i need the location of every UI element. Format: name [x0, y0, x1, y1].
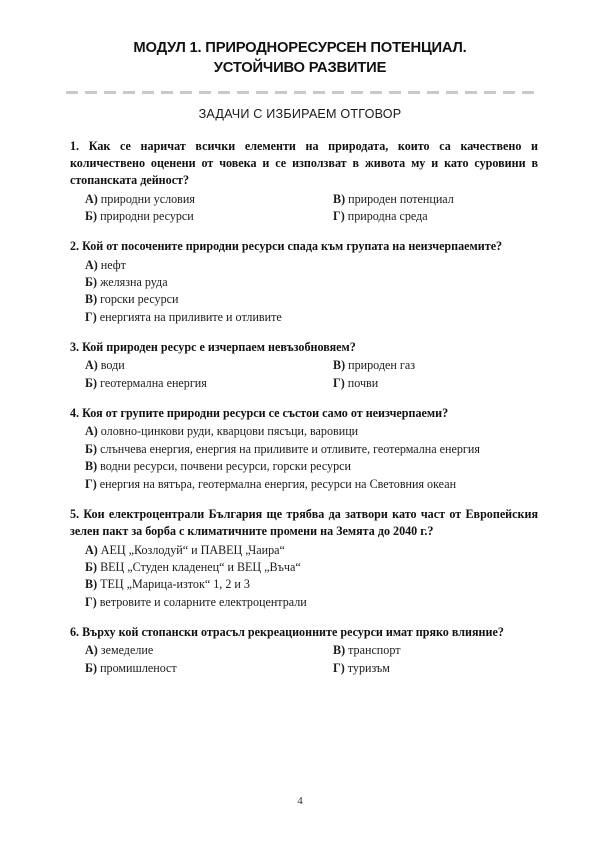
answer-option-letter: А): [85, 643, 98, 658]
answer-option-letter: Г): [333, 209, 345, 224]
answer-option[interactable]: [85, 441, 538, 458]
answer-option[interactable]: [333, 660, 538, 677]
answer-option[interactable]: [85, 309, 538, 326]
question-block: [70, 405, 538, 493]
answer-option[interactable]: [85, 191, 333, 208]
question-stem: 6. Върху кой стопански отрасъл рекреационните ресурси имат пряко влияние?: [70, 625, 504, 640]
answer-options: [70, 542, 538, 612]
answer-option[interactable]: [85, 576, 538, 593]
answer-option-text: енергия на вятъра, геотермална енергия, ресурси на Световния океан: [99, 476, 457, 491]
answer-options: [70, 191, 538, 226]
question-block: [70, 339, 538, 392]
answer-option-text: геотермална енергия: [100, 375, 207, 390]
answer-option-letter: Г): [85, 309, 97, 324]
answer-options: [70, 357, 538, 392]
answer-option-letter: А): [85, 542, 98, 557]
answer-option-letter: А): [85, 191, 98, 206]
answer-option-letter: В): [333, 358, 346, 373]
page-title-line-2: УСТОЙЧИВО РАЗВИТИЕ: [213, 59, 387, 76]
answer-option-text: горски ресурси: [100, 292, 179, 307]
answer-option-text: ВЕЦ „Студен кладенец“ и ВЕЦ „Въча“: [100, 559, 301, 574]
answer-option-text: води: [100, 358, 125, 373]
answer-option[interactable]: [85, 375, 333, 392]
answer-option-letter: А): [85, 358, 98, 373]
answer-option-text: слънчева енергия, енергия на приливите и отливите, геотермална енергия: [100, 441, 480, 456]
answer-option[interactable]: [85, 660, 333, 677]
answer-option-text: желязна руда: [100, 275, 168, 290]
answer-option-text: водни ресурси, почвени ресурси, горски ресурси: [100, 459, 351, 474]
answer-option-letter: Г): [333, 660, 345, 675]
answer-option-letter: Б): [85, 660, 98, 675]
answer-option[interactable]: [85, 357, 333, 374]
answer-option-text: АЕЦ „Козлодуй“ и ПАВЕЦ „Чаира“: [100, 542, 285, 557]
answer-option[interactable]: [85, 423, 538, 440]
answer-option-text: почви: [347, 375, 379, 390]
answer-option-text: ТЕЦ „Марица-изток“ 1, 2 и 3: [100, 577, 250, 592]
question-block: [70, 624, 538, 677]
answer-options: [70, 423, 538, 493]
answer-option-letter: А): [85, 257, 98, 272]
answer-option[interactable]: [333, 357, 538, 374]
question-stem: 2. Кой от посочените природни ресурси спада към групата на неизчерпаемите?: [70, 239, 503, 254]
question-stem: 4. Коя от групите природни ресурси се състои само от неизчерпаеми?: [70, 406, 449, 421]
answer-option-letter: В): [85, 292, 98, 307]
questions-list: [0, 122, 600, 677]
answer-option-text: туризъм: [347, 660, 390, 675]
answer-options: [70, 642, 538, 677]
answer-option[interactable]: [333, 191, 538, 208]
question-block: [70, 506, 538, 611]
answer-option-text: промишленост: [100, 660, 177, 675]
answer-options: [70, 257, 538, 327]
question-block: [70, 238, 538, 326]
answer-option-letter: В): [85, 459, 98, 474]
answer-option-letter: Г): [85, 594, 97, 609]
answer-option-text: ветровите и соларните електроцентрали: [99, 594, 307, 609]
answer-option-text: природен потенциал: [348, 191, 454, 206]
question-stem: 1. Как се наричат всички елементи на природата, които са качествено и количествено оценени от човека и се използват в живота му и като суровини в стопанската дейност?: [70, 139, 538, 188]
answer-option-text: транспорт: [348, 643, 401, 658]
answer-option-text: природни ресурси: [100, 209, 194, 224]
question-stem: 3. Кой природен ресурс е изчерпаем невъзобновяем?: [70, 340, 356, 355]
answer-option[interactable]: [85, 291, 538, 308]
answer-option-text: природни условия: [100, 191, 195, 206]
answer-option[interactable]: [333, 375, 538, 392]
page-title: [9, 0, 591, 78]
answer-option[interactable]: [85, 274, 538, 291]
question-block: [70, 138, 538, 225]
answer-option-letter: Г): [85, 476, 97, 491]
answer-option[interactable]: [333, 642, 538, 659]
answer-option[interactable]: [85, 559, 538, 576]
answer-option[interactable]: [85, 542, 538, 559]
answer-option[interactable]: [85, 257, 538, 274]
question-stem: 5. Кои електроцентрали България ще трябва да затвори като част от Европейския зелен пакт за борба с климатичните промени на Земята до 2040 г.?: [70, 507, 538, 539]
page-number: 4: [297, 795, 303, 807]
answer-option[interactable]: [85, 594, 538, 611]
answer-option-text: нефт: [100, 257, 126, 272]
answer-option-letter: Б): [85, 441, 98, 456]
answer-option[interactable]: [85, 642, 333, 659]
answer-option-text: природен газ: [348, 358, 415, 373]
section-subtitle: ЗАДАЧИ С ИЗБИРАЕМ ОТГОВОР: [198, 107, 402, 121]
answer-option[interactable]: [85, 208, 333, 225]
answer-option-letter: Б): [85, 375, 98, 390]
answer-option-text: енергията на приливите и отливите: [99, 309, 282, 324]
answer-option-letter: Б): [85, 275, 98, 290]
answer-option-text: оловно-цинкови руди, кварцови пясъци, варовици: [100, 424, 359, 439]
answer-option[interactable]: [333, 208, 538, 225]
answer-option-letter: Б): [85, 559, 98, 574]
answer-option-letter: В): [333, 643, 346, 658]
answer-option-letter: В): [333, 191, 346, 206]
answer-option-text: земеделие: [100, 643, 154, 658]
answer-option[interactable]: [85, 458, 538, 475]
page-title-line-1: МОДУЛ 1. ПРИРОДНОРЕСУРСЕН ПОТЕНЦИАЛ.: [133, 39, 467, 56]
answer-option-text: природна среда: [347, 209, 428, 224]
answer-option[interactable]: [85, 476, 538, 493]
answer-option-letter: Г): [333, 375, 345, 390]
answer-option-letter: В): [85, 577, 98, 592]
answer-option-letter: Б): [85, 209, 98, 224]
answer-option-letter: А): [85, 424, 98, 439]
